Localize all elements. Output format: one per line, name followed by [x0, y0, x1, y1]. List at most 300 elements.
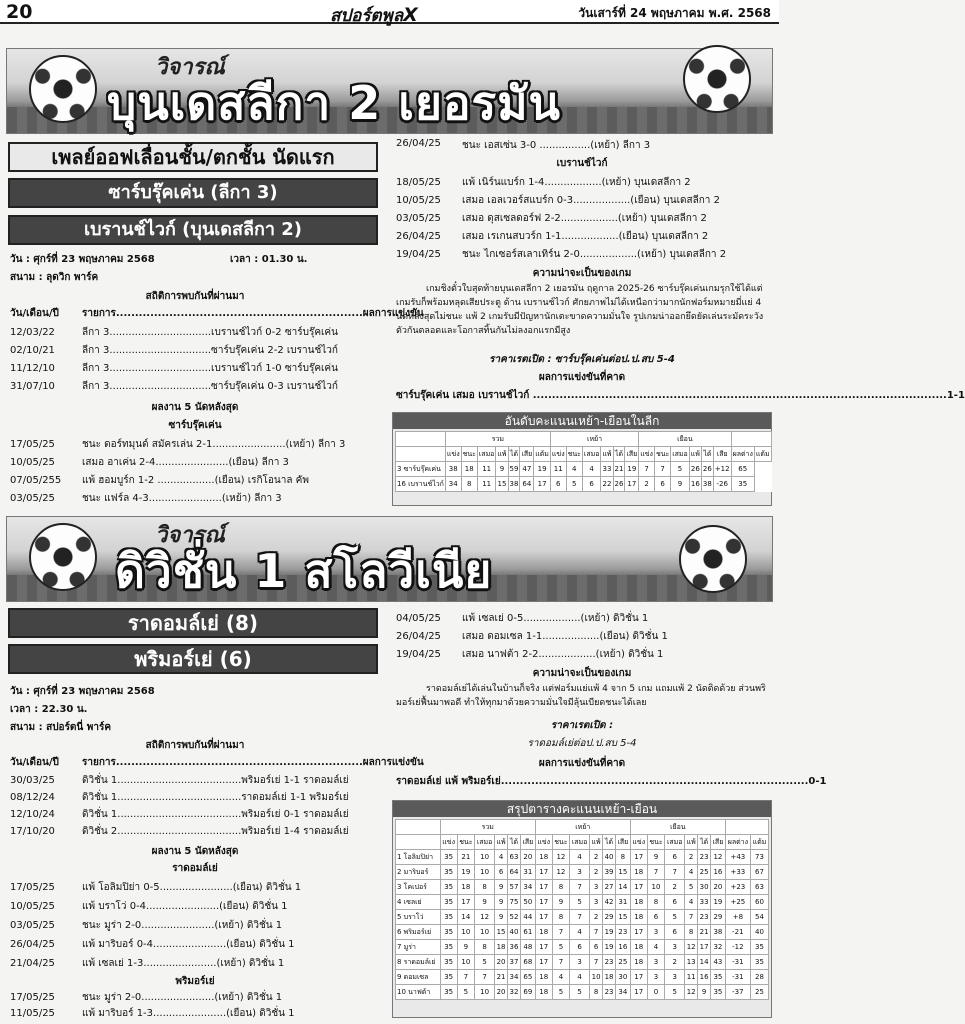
table-column-header: ผลต่าง: [725, 835, 750, 850]
table-column-header: ได้: [698, 835, 711, 850]
table-group-row: [396, 432, 772, 447]
table-cell: 50: [520, 895, 535, 910]
team-name-cell: 8 ราดอมล์เย่: [396, 955, 441, 970]
table-cell: 6: [582, 477, 600, 492]
team-home: ซาร์บรุ๊คเค่น (ลีกา 3): [8, 178, 378, 208]
table-group: เยือน: [630, 820, 725, 835]
table-cell: 32: [508, 985, 521, 1000]
table-cell: 9: [698, 985, 711, 1000]
table-cell: 65: [731, 462, 754, 477]
table-column-header: ผลต่าง: [731, 447, 754, 462]
h2h-row: ลีกา 3................................ซาร์บรุ๊คเค่น 0-3 เบรานช์ไวก์: [82, 381, 338, 392]
table-cell: 35: [440, 985, 457, 1000]
table-cell: 18: [495, 940, 508, 955]
table-cell: 73: [750, 850, 768, 865]
table-cell: 5: [570, 895, 590, 910]
table-column-header: แข่ง: [440, 835, 457, 850]
table-row: [396, 865, 769, 880]
table-cell: -21: [725, 925, 750, 940]
opening-price-title: ราคาเรตเปิด :: [550, 720, 614, 731]
analysis-title: ความน่าจะเป็นของเกม: [532, 668, 632, 679]
table-cell: 16: [698, 970, 711, 985]
form-row-date: 26/04/25: [396, 231, 441, 242]
away-form-dates: [10, 990, 55, 1022]
table-header-row: [396, 447, 772, 462]
table-cell: 4: [570, 850, 590, 865]
h2h-row: ดิวิชั่น 1.......................................พริมอร์เย่ 1-1 ราดอมล์เย่: [82, 775, 349, 786]
football-icon: [679, 525, 747, 593]
table-cell: 35: [750, 940, 768, 955]
table-column-header: เสมอ: [570, 835, 590, 850]
team-name-cell: 5 บราโว่: [396, 910, 441, 925]
table-cell: 5: [665, 910, 685, 925]
table-cell: 35: [440, 955, 457, 970]
table-cell: 20: [495, 985, 508, 1000]
table-cell: 3: [665, 940, 685, 955]
table-cell: 34: [445, 477, 461, 492]
table-cell: 17: [535, 955, 552, 970]
table-cell: 38: [701, 477, 713, 492]
match-time: เวลา : 22.30 น.: [10, 704, 88, 715]
table-cell: 6: [495, 865, 508, 880]
team-away: พริมอร์เย่ (6): [8, 644, 378, 674]
form-row: แพ้ บราโว่ 0-4.......................(เยือน) ดิวิชั่น 1: [82, 901, 288, 912]
form-row-date: 17/05/25: [10, 992, 55, 1003]
table-column-header: เสมอ: [671, 447, 689, 462]
table-cell: 2: [590, 910, 603, 925]
table-cell: 35: [731, 477, 754, 492]
table-column-header: แพ้: [495, 835, 508, 850]
table-cell: 15: [495, 925, 508, 940]
table-cell: 0: [647, 985, 665, 1000]
table-cell: 2: [590, 865, 603, 880]
table-cell: 30: [615, 970, 630, 985]
section1-banner: [6, 48, 773, 134]
home-form-title: ซาร์บรุ๊คเค่น: [168, 420, 222, 431]
form-row-date: 03/05/25: [10, 920, 55, 931]
h2h-row-date: 17/10/20: [10, 826, 55, 837]
form-row: แพ้ เซลเย่ 0-5..................(เหย้า) ดิวิชั่น 1: [462, 613, 649, 624]
team-name-cell: 9 ดอมเซล: [396, 970, 441, 985]
table-cell: 17: [535, 940, 552, 955]
table-cell: 4: [495, 850, 508, 865]
table-cell: 5: [671, 462, 689, 477]
table-cell: 63: [750, 880, 768, 895]
opening-price: ราคาเรตเปิด : ซาร์บรุ๊คเค่นต่อป.ป.สบ 5-4: [489, 354, 675, 365]
table-cell: 17: [630, 985, 647, 1000]
table-column-header: แพ้: [689, 447, 701, 462]
table-column-header: แต้ม: [534, 447, 551, 462]
table-cell: 7: [647, 865, 665, 880]
table-cell: 9: [495, 895, 508, 910]
table-column-header: แพ้: [590, 835, 603, 850]
page-number: 20: [6, 1, 33, 23]
table-cell: 18: [630, 940, 647, 955]
table-cell: 3: [590, 895, 603, 910]
table-cell: 37: [508, 955, 521, 970]
predicted-result: ซาร์บรุ๊คเค่น เสมอ เบรานช์ไวก์ .............................................................................................................1-1: [396, 390, 965, 401]
form-row-date: 10/05/25: [10, 457, 55, 468]
table-cell: 5: [475, 955, 495, 970]
table-cell: 64: [520, 477, 534, 492]
table-column-header: ได้: [613, 447, 625, 462]
table-cell: 15: [496, 477, 508, 492]
section1-title: เพลย์ออฟเลื่อนชั้น/ตกชั้น นัดแรก: [8, 142, 378, 172]
table-cell: 30: [698, 880, 711, 895]
table-cell: 17: [535, 865, 552, 880]
table-cell: 75: [508, 895, 521, 910]
h2h-row: ดิวิชั่น 1.......................................พริมอร์เย่ 0-1 ราดอมล์เย่: [82, 809, 349, 820]
table-cell: 65: [520, 970, 535, 985]
football-icon: [29, 55, 97, 123]
table-cell: 38: [445, 462, 461, 477]
table-cell: 8: [475, 880, 495, 895]
form-continue-dates: [396, 610, 441, 664]
masthead-logo: สปอร์ตพูลX: [330, 4, 418, 26]
table-column-header: แข่ง: [445, 447, 461, 462]
table-cell: 2: [639, 477, 655, 492]
table-cell: 38: [711, 925, 726, 940]
table-cell: -26: [713, 477, 731, 492]
league-table: [395, 819, 769, 1000]
h2h-row: ลีกา 3................................ซาร์บรุ๊คเค่น 2-2 เบรานช์ไวก์: [82, 345, 338, 356]
table-cell: 21: [613, 462, 625, 477]
form-row: แพ้ เซลเย่ 1-3.......................(เหย้า) ดิวิชั่น 1: [82, 958, 285, 969]
table-cell: 63: [508, 850, 521, 865]
table-cell: 7: [475, 970, 495, 985]
table-column-header: ชนะ: [461, 447, 477, 462]
table-cell: 31: [520, 865, 535, 880]
table-cell: 35: [711, 985, 726, 1000]
team-name-cell: 3 ซาร์บรุ๊คเค่น: [396, 462, 446, 477]
h2h-list: [82, 772, 380, 840]
table-cell: 10: [475, 850, 495, 865]
form-row: ชนะ ดอร์ทมุนด์ สมัครเล่น 2-1.......................(เหย้า) ลีกา 3: [82, 439, 346, 450]
table-cell: 9: [496, 462, 508, 477]
table-group: รวม: [445, 432, 550, 447]
table-cell: 7: [590, 925, 603, 940]
team-away: เบรานช์ไวก์ (บุนเดสลีกา 2): [8, 215, 378, 245]
team-name-cell: 16 เบรานช์ไวก์: [396, 477, 446, 492]
table-cell: 16: [711, 865, 726, 880]
form-row-date: 10/05/25: [396, 195, 441, 206]
table-cell: 6: [654, 477, 670, 492]
banner-title: บุนเดสลีกา 2 เยอรมัน: [107, 76, 561, 130]
stadium: สนาม : สปอร์ตนี่ พาร์ค: [10, 722, 112, 733]
table-cell: 5: [570, 985, 590, 1000]
table-row: [396, 940, 769, 955]
form-row: เสมอ ดุสเซลดอร์ฟ 2-2..................(เหย้า) บุนเดสลีกา 2: [462, 213, 707, 224]
table-cell: 9: [495, 880, 508, 895]
league-table-panel: [392, 800, 772, 1018]
h2h-col-date: วัน/เดือน/ปี: [10, 308, 59, 319]
table-cell: 33: [601, 462, 613, 477]
table-cell: 19: [603, 925, 616, 940]
table-cell: 5: [457, 985, 475, 1000]
banner-kicker: วิจารณ์: [155, 523, 225, 548]
table-cell: 5: [552, 940, 570, 955]
table-cell: 38: [508, 477, 520, 492]
table-cell: 35: [440, 970, 457, 985]
table-cell: 10: [475, 985, 495, 1000]
team-name-cell: 3 โคเปอร์: [396, 880, 441, 895]
table-column-header: เสีย: [615, 835, 630, 850]
table-cell: +25: [725, 895, 750, 910]
table-cell: 10: [647, 880, 665, 895]
table-cell: 18: [630, 865, 647, 880]
table-cell: 18: [535, 985, 552, 1000]
analysis-title: ความน่าจะเป็นของเกม: [532, 268, 632, 279]
team-name-cell: 7 มูร่า: [396, 940, 441, 955]
form-row: เสมอ ดอมเซล 1-1..................(เยือน) ดิวิชั่น 1: [462, 631, 668, 642]
table-cell: 3: [590, 880, 603, 895]
table-cell: 52: [508, 910, 521, 925]
h2h-col-list: รายการ.................................................................ผลการแข่งขัน: [82, 757, 424, 768]
away-form-title: พริมอร์เย่: [175, 976, 215, 987]
form-row: เสมอ เรเกนสบวร์ก 1-1..................(เยือน) บุนเดสลีกา 2: [462, 231, 709, 242]
table-column-header: เสมอ: [475, 835, 495, 850]
predicted-result: ราดอมล์เย่ แพ้ พริมอร์เย่.................................................................................0-1: [396, 776, 827, 787]
table-cell: 28: [750, 970, 768, 985]
table-cell: 2: [590, 850, 603, 865]
page-header: [0, 0, 779, 24]
table-cell: 8: [615, 850, 630, 865]
table-cell: 7: [457, 970, 475, 985]
team-name-cell: 6 พริมอร์เย่: [396, 925, 441, 940]
table-cell: 13: [685, 955, 698, 970]
table-row: [396, 910, 769, 925]
table-cell: 21: [457, 850, 475, 865]
table-cell: 47: [520, 462, 534, 477]
table-cell: 25: [698, 865, 711, 880]
table-cell: 15: [615, 910, 630, 925]
table-cell: 4: [566, 462, 582, 477]
table-cell: 6: [665, 925, 685, 940]
form-row: แพ้ มาริบอร์ 1-3.......................(เยือน) ดิวิชั่น 1: [82, 1008, 295, 1019]
table-cell: 16: [615, 940, 630, 955]
table-cell: 19: [603, 940, 616, 955]
table-cell: 4: [552, 970, 570, 985]
table-cell: 6: [665, 850, 685, 865]
h2h-row: ลีกา 3................................เบรานช์ไวก์ 0-2 ซาร์บรุ๊คเค่น: [82, 327, 338, 338]
h2h-title: สถิติการพบกันที่ผ่านมา: [145, 291, 245, 302]
table-cell: 20: [520, 850, 535, 865]
table-cell: 17: [630, 970, 647, 985]
table-cell: 12: [475, 910, 495, 925]
team-name-cell: 10 นาฟต้า: [396, 985, 441, 1000]
form-row: แพ้ เนิร์นแบร์ก 1-4..................(เหย้า) บุนเดสลีกา 2: [462, 177, 691, 188]
league-table: [395, 431, 772, 492]
table-column-header: เสมอ: [582, 447, 600, 462]
table-cell: 10: [475, 865, 495, 880]
form-row-date: 21/04/25: [10, 958, 55, 969]
table-cell: 11: [550, 462, 566, 477]
table-cell: 68: [520, 955, 535, 970]
away-form-title: เบรานช์ไวก์: [556, 158, 608, 169]
table-cell: 35: [440, 895, 457, 910]
table-cell: 8: [590, 985, 603, 1000]
form-row-date: 10/05/25: [10, 901, 55, 912]
table-cell: 35: [440, 925, 457, 940]
away-form-list: [462, 174, 770, 264]
table-cell: 11: [477, 462, 495, 477]
form-row: แพ้ โอลิมปิย่า 0-5.......................(เยือน) ดิวิชั่น 1: [82, 882, 302, 893]
table-cell: 7: [639, 462, 655, 477]
table-cell: 7: [654, 462, 670, 477]
table-cell: 10: [457, 925, 475, 940]
table-cell: 18: [535, 850, 552, 865]
form-row-date: 19/04/25: [396, 249, 441, 260]
h2h-row-date: 08/12/24: [10, 792, 55, 803]
issue-date: วันเสาร์ที่ 24 พฤษภาคม พ.ศ. 2568: [578, 6, 771, 20]
table-cell: 5: [665, 985, 685, 1000]
table-cell: 27: [603, 880, 616, 895]
table-cell: 31: [615, 895, 630, 910]
table-header-row: [396, 835, 769, 850]
table-cell: 7: [665, 865, 685, 880]
table-cell: 11: [685, 970, 698, 985]
table-cell: 19: [457, 865, 475, 880]
table-cell: 7: [552, 925, 570, 940]
match-date: วัน : ศุกร์ที่ 23 พฤษภาคม 2568: [10, 686, 155, 697]
table-cell: 8: [647, 895, 665, 910]
table-cell: 12: [685, 940, 698, 955]
form-title: ผลงาน 5 นัดหลังสุด: [151, 402, 239, 413]
table-row: [396, 477, 772, 492]
table-cell: 12: [552, 865, 570, 880]
table-cell: 35: [440, 850, 457, 865]
table-column-header: ได้: [701, 447, 713, 462]
home-form-title: ราดอมล์เย่: [172, 863, 218, 874]
table-cell: 19: [711, 895, 726, 910]
table-cell: 7: [570, 910, 590, 925]
table-cell: +12: [713, 462, 731, 477]
table-cell: 15: [615, 865, 630, 880]
table-cell: 14: [698, 955, 711, 970]
table-cell: 17: [698, 940, 711, 955]
table-cell: -37: [725, 985, 750, 1000]
table-cell: 18: [603, 970, 616, 985]
table-cell: 34: [508, 970, 521, 985]
table-cell: 35: [711, 970, 726, 985]
table-cell: 9: [495, 910, 508, 925]
h2h-row-date: 02/10/21: [10, 345, 55, 356]
predict-title: ผลการแข่งขันที่คาด: [538, 758, 626, 769]
h2h-dates: [10, 324, 55, 396]
form-row-date: 26/04/25: [396, 138, 441, 149]
form-row-date: 17/05/25: [10, 882, 55, 893]
table-row: [396, 925, 769, 940]
table-cell: 59: [508, 462, 520, 477]
table-column-header: ได้: [508, 835, 521, 850]
table-cell: 10: [475, 925, 495, 940]
table-cell: -31: [725, 970, 750, 985]
table-cell: 18: [630, 910, 647, 925]
table-cell: 7: [570, 880, 590, 895]
form-row: แพ้ มาริบอร์ 0-4.......................(เยือน) ดิวิชั่น 1: [82, 939, 295, 950]
table-column-header: ได้: [603, 835, 616, 850]
table-cell: 17: [630, 850, 647, 865]
table-cell: +8: [725, 910, 750, 925]
form-row: เสมอ อาเค่น 2-4.......................(เยือน) ลีกา 3: [82, 457, 289, 468]
table-cell: 20: [495, 955, 508, 970]
table-cell: 26: [701, 462, 713, 477]
table-cell: 26: [613, 477, 625, 492]
table-cell: 34: [615, 985, 630, 1000]
table-cell: 23: [615, 925, 630, 940]
table-group: เหย้า: [550, 432, 638, 447]
table-cell: 12: [685, 985, 698, 1000]
table-cell: 9: [457, 940, 475, 955]
table-cell: 29: [711, 910, 726, 925]
table-cell: 20: [711, 880, 726, 895]
table-cell: 17: [625, 477, 639, 492]
form-row-date: 07/05/255: [10, 475, 62, 486]
table-cell: 8: [685, 925, 698, 940]
table-group: เหย้า: [535, 820, 630, 835]
h2h-row-date: 11/12/10: [10, 363, 55, 374]
table-cell: 6: [647, 910, 665, 925]
table-cell: 19: [625, 462, 639, 477]
football-icon: [683, 45, 751, 113]
form-row-date: 03/05/25: [10, 493, 55, 504]
table-cell: 5: [552, 985, 570, 1000]
h2h-row-date: 31/07/10: [10, 381, 55, 392]
form-row: ชนะ เอสเซ่น 3-0 ................(เหย้า) ลีกา 3: [462, 140, 651, 151]
predict-title: ผลการแข่งขันที่คาด: [538, 372, 626, 383]
table-cell: 7: [685, 910, 698, 925]
analysis-text: ราดอมล์เย่ได้เล่นในบ้านก็จริง แต่ฟอร์มแย่แพ้ 4 จาก 5 เกม แถมแพ้ 2 นัดติดด้วย ส่วนพริมอร์เย่ฟื้นมาพอดี ทำให้ทุกมาด้วยความมั่นใจมีลุ้นเบียดชนะได้เลย: [396, 684, 766, 708]
form-row-date: 03/05/25: [396, 213, 441, 224]
table-cell: 9: [671, 477, 689, 492]
table-cell: 3: [665, 970, 685, 985]
table-cell: 22: [601, 477, 613, 492]
analysis-text: เกมชิงตั๋วใบสุดท้ายบุนเดสลีกา 2 เยอรมัน ฤดูกาล 2025-26 ซาร์บรุ๊คเค่นเกมรุกใช้ได้แต่เกมรับก็พร้อมหลุดเสียประตู ด้าน เบรานช์ไวก์ ศักยภาพไม่ได้เหนือกว่ามากนักฟอร์มหมายมี่แย่ 4 นัดหลังสุดไม่ชนะ แพ้ 2 เกมรับมีปัญหานักเตะขาดความมั่นใจ รูปเกมน่าออกยึดยัดเล่นระมัดระวังตัวกันตลอดและโอกาสทิ้นกันไม่ลงอกแรกมีสูง: [396, 284, 764, 336]
table-column-header: แข่ง: [639, 447, 655, 462]
table-cell: 18: [630, 955, 647, 970]
table-cell: 21: [495, 970, 508, 985]
form-row-date: 18/05/25: [396, 177, 441, 188]
table-cell: 17: [534, 477, 551, 492]
table-cell: 35: [440, 940, 457, 955]
table-row: [396, 985, 769, 1000]
table-cell: 25: [615, 955, 630, 970]
table-cell: 8: [552, 910, 570, 925]
table-cell: 9: [647, 850, 665, 865]
table-cell: 17: [535, 910, 552, 925]
table-cell: 4: [647, 940, 665, 955]
table-column-header: แต้ม: [754, 447, 771, 462]
table-group-row: [396, 820, 769, 835]
stadium: สนาม : ลุดวิก พาร์ค: [10, 272, 99, 283]
table-cell: 18: [535, 970, 552, 985]
table-cell: 4: [685, 865, 698, 880]
table-cell: 19: [534, 462, 551, 477]
table-cell: 9: [552, 895, 570, 910]
table-cell: 57: [508, 880, 521, 895]
table-cell: 10: [457, 955, 475, 970]
table-column-header: เสีย: [713, 447, 731, 462]
table-cell: 23: [603, 955, 616, 970]
table-column-header: แข่ง: [550, 447, 566, 462]
h2h-list: [82, 324, 380, 396]
table-row: [396, 462, 772, 477]
table-cell: 6: [665, 895, 685, 910]
table-cell: 9: [475, 895, 495, 910]
table-cell: 17: [457, 895, 475, 910]
form-row: แพ้ ฮอมบูร์ก 1-2 ..................(เยือน) เรกิโอนาล คัพ: [82, 475, 309, 486]
h2h-dates: [10, 772, 55, 840]
